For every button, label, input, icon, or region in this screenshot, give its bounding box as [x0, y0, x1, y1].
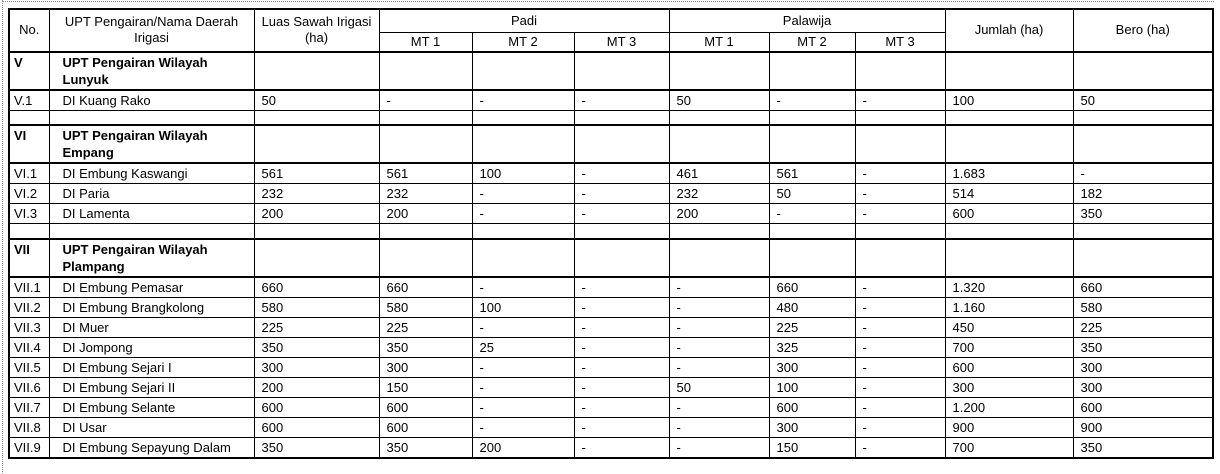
cell-irrigation-name: DI Embung Sejari II — [49, 377, 254, 397]
cell-jumlah: 450 — [945, 317, 1073, 337]
cell-no: V — [9, 52, 49, 90]
cell-padi-mt1 — [379, 110, 472, 125]
cell-no: VII — [9, 239, 49, 277]
cell-padi-mt3 — [574, 52, 669, 90]
cell-no: VII.6 — [9, 377, 49, 397]
cell-palawija-mt3 — [855, 239, 945, 277]
table-row — [9, 337, 1213, 357]
cell-irrigation-name: DI Embung Selante — [49, 397, 254, 417]
cell-luas-sawah — [254, 125, 379, 163]
cell-palawija-mt2 — [769, 224, 855, 239]
cell-palawija-mt3: - — [855, 317, 945, 337]
cell-bero: 600 — [1073, 397, 1213, 417]
cell-luas-sawah — [254, 224, 379, 239]
cell-padi-mt3 — [574, 110, 669, 125]
cell-palawija-mt1: - — [669, 297, 769, 317]
cell-jumlah: 514 — [945, 184, 1073, 204]
cell-palawija-mt2 — [769, 125, 855, 163]
cell-palawija-mt3: - — [855, 377, 945, 397]
cell-padi-mt1: 561 — [379, 163, 472, 184]
cell-palawija-mt1 — [669, 52, 769, 90]
cell-no: VII.2 — [9, 297, 49, 317]
cell-palawija-mt1: 461 — [669, 163, 769, 184]
cell-irrigation-name: DI Lamenta — [49, 204, 254, 224]
cell-no: VII.4 — [9, 337, 49, 357]
cell-palawija-mt2: 325 — [769, 337, 855, 357]
cell-bero: 50 — [1073, 90, 1213, 111]
cell-padi-mt2: - — [472, 317, 574, 337]
cell-padi-mt2: - — [472, 357, 574, 377]
cell-palawija-mt3 — [855, 110, 945, 125]
cell-no: VII.5 — [9, 357, 49, 377]
cell-padi-mt1: - — [379, 90, 472, 111]
cell-palawija-mt1 — [669, 224, 769, 239]
cell-jumlah: 300 — [945, 377, 1073, 397]
cell-bero — [1073, 224, 1213, 239]
cell-palawija-mt1: - — [669, 417, 769, 437]
cell-padi-mt2: - — [472, 184, 574, 204]
cell-padi-mt3: - — [574, 337, 669, 357]
cell-padi-mt1: 150 — [379, 377, 472, 397]
cell-palawija-mt1: - — [669, 337, 769, 357]
cell-jumlah: 1.160 — [945, 297, 1073, 317]
cell-luas-sawah: 200 — [254, 204, 379, 224]
cell-no: VII.8 — [9, 417, 49, 437]
cell-padi-mt2: 100 — [472, 297, 574, 317]
cell-palawija-mt1: - — [669, 317, 769, 337]
cell-irrigation-name: DI Usar — [49, 417, 254, 437]
cell-padi-mt2 — [472, 224, 574, 239]
irrigation-area-table — [8, 8, 1214, 459]
cell-padi-mt3: - — [574, 184, 669, 204]
cell-padi-mt3: - — [574, 90, 669, 111]
col-header-palawija-group: Palawija — [669, 9, 945, 32]
separator-row — [9, 110, 1213, 125]
cell-padi-mt2: - — [472, 417, 574, 437]
cell-irrigation-name: DI Embung Pemasar — [49, 277, 254, 298]
cell-no — [9, 224, 49, 239]
cell-luas-sawah — [254, 52, 379, 90]
cell-bero: 350 — [1073, 337, 1213, 357]
cell-padi-mt3: - — [574, 297, 669, 317]
cell-palawija-mt2: - — [769, 204, 855, 224]
cell-padi-mt1 — [379, 239, 472, 277]
cell-palawija-mt2: - — [769, 90, 855, 111]
cell-luas-sawah: 50 — [254, 90, 379, 111]
cell-palawija-mt3: - — [855, 437, 945, 458]
cell-padi-mt2: - — [472, 377, 574, 397]
cell-padi-mt1: 225 — [379, 317, 472, 337]
table-row — [9, 437, 1213, 458]
cell-jumlah — [945, 239, 1073, 277]
cell-luas-sawah — [254, 239, 379, 277]
col-header-no: No. — [9, 9, 49, 52]
cell-palawija-mt3 — [855, 224, 945, 239]
col-header-bero: Bero (ha) — [1073, 9, 1213, 52]
cell-bero — [1073, 52, 1213, 90]
cell-palawija-mt3 — [855, 52, 945, 90]
cell-padi-mt2: 200 — [472, 437, 574, 458]
cell-jumlah — [945, 110, 1073, 125]
cell-irrigation-name: DI Embung Sejari I — [49, 357, 254, 377]
col-header-palawija-mt1: MT 1 — [669, 32, 769, 52]
cell-luas-sawah: 660 — [254, 277, 379, 298]
cell-padi-mt1: 350 — [379, 337, 472, 357]
cell-palawija-mt2 — [769, 239, 855, 277]
cell-irrigation-name — [49, 224, 254, 239]
cell-bero: 580 — [1073, 297, 1213, 317]
page-boundary-top — [2, 1, 1214, 2]
cell-jumlah: 1.320 — [945, 277, 1073, 298]
cell-bero: 900 — [1073, 417, 1213, 437]
cell-jumlah: 700 — [945, 437, 1073, 458]
cell-no: VII.9 — [9, 437, 49, 458]
cell-padi-mt3 — [574, 125, 669, 163]
cell-no: V.1 — [9, 90, 49, 111]
cell-irrigation-name: UPT Pengairan Wilayah Lunyuk — [49, 52, 254, 90]
cell-irrigation-name: DI Muer — [49, 317, 254, 337]
cell-palawija-mt1: 232 — [669, 184, 769, 204]
cell-palawija-mt1: - — [669, 277, 769, 298]
cell-irrigation-name — [49, 110, 254, 125]
cell-palawija-mt1: 50 — [669, 90, 769, 111]
cell-jumlah: 700 — [945, 337, 1073, 357]
cell-jumlah — [945, 125, 1073, 163]
cell-palawija-mt1: 50 — [669, 377, 769, 397]
cell-padi-mt1: 300 — [379, 357, 472, 377]
cell-irrigation-name: DI Paria — [49, 184, 254, 204]
table-row — [9, 357, 1213, 377]
cell-jumlah: 1.200 — [945, 397, 1073, 417]
col-header-upt-daerah-irigasi: UPT Pengairan/Nama Daerah Irigasi — [49, 9, 254, 52]
table-row — [9, 163, 1213, 184]
cell-irrigation-name: DI Jompong — [49, 337, 254, 357]
cell-palawija-mt3: - — [855, 277, 945, 298]
cell-palawija-mt2: 300 — [769, 417, 855, 437]
cell-irrigation-name: UPT Pengairan Wilayah Empang — [49, 125, 254, 163]
cell-palawija-mt3: - — [855, 337, 945, 357]
table-header — [9, 9, 1213, 52]
cell-padi-mt1: 600 — [379, 397, 472, 417]
cell-palawija-mt2: 100 — [769, 377, 855, 397]
cell-jumlah — [945, 224, 1073, 239]
cell-irrigation-name: DI Kuang Rako — [49, 90, 254, 111]
cell-bero: 350 — [1073, 204, 1213, 224]
cell-palawija-mt2: 561 — [769, 163, 855, 184]
cell-palawija-mt2: 150 — [769, 437, 855, 458]
cell-no — [9, 110, 49, 125]
page-boundary-left — [2, 0, 3, 474]
cell-no: VII.7 — [9, 397, 49, 417]
cell-irrigation-name: DI Embung Brangkolong — [49, 297, 254, 317]
cell-padi-mt2: - — [472, 90, 574, 111]
cell-palawija-mt3: - — [855, 90, 945, 111]
cell-no: VI.1 — [9, 163, 49, 184]
cell-padi-mt2 — [472, 110, 574, 125]
cell-bero — [1073, 125, 1213, 163]
table-row — [9, 397, 1213, 417]
table-row — [9, 277, 1213, 298]
cell-padi-mt2: 100 — [472, 163, 574, 184]
cell-padi-mt2 — [472, 125, 574, 163]
cell-padi-mt1: 200 — [379, 204, 472, 224]
col-header-padi-mt1: MT 1 — [379, 32, 472, 52]
cell-luas-sawah — [254, 110, 379, 125]
cell-padi-mt1: 580 — [379, 297, 472, 317]
cell-palawija-mt3: - — [855, 397, 945, 417]
cell-luas-sawah: 350 — [254, 437, 379, 458]
cell-irrigation-name: DI Embung Sepayung Dalam — [49, 437, 254, 458]
col-header-luas-sawah: Luas Sawah Irigasi (ha) — [254, 9, 379, 52]
cell-padi-mt2 — [472, 52, 574, 90]
cell-padi-mt2: - — [472, 397, 574, 417]
cell-palawija-mt2: 480 — [769, 297, 855, 317]
col-header-palawija-mt3: MT 3 — [855, 32, 945, 52]
table-row — [9, 184, 1213, 204]
cell-jumlah: 900 — [945, 417, 1073, 437]
cell-luas-sawah: 225 — [254, 317, 379, 337]
cell-padi-mt1: 660 — [379, 277, 472, 298]
cell-palawija-mt2 — [769, 110, 855, 125]
cell-palawija-mt1: - — [669, 437, 769, 458]
cell-palawija-mt3: - — [855, 204, 945, 224]
cell-bero: 300 — [1073, 377, 1213, 397]
cell-luas-sawah: 300 — [254, 357, 379, 377]
cell-bero: 182 — [1073, 184, 1213, 204]
cell-bero: - — [1073, 163, 1213, 184]
cell-palawija-mt2: 300 — [769, 357, 855, 377]
section-header-row — [9, 239, 1213, 277]
cell-no: VI.3 — [9, 204, 49, 224]
table-row — [9, 297, 1213, 317]
cell-palawija-mt2: 660 — [769, 277, 855, 298]
cell-bero: 350 — [1073, 437, 1213, 458]
cell-padi-mt3: - — [574, 317, 669, 337]
cell-padi-mt2 — [472, 239, 574, 277]
table-row — [9, 90, 1213, 111]
cell-palawija-mt3: - — [855, 297, 945, 317]
col-header-jumlah: Jumlah (ha) — [945, 9, 1073, 52]
cell-palawija-mt2 — [769, 52, 855, 90]
col-header-padi-mt2: MT 2 — [472, 32, 574, 52]
cell-padi-mt2: - — [472, 277, 574, 298]
cell-bero: 660 — [1073, 277, 1213, 298]
cell-padi-mt3: - — [574, 204, 669, 224]
cell-palawija-mt1 — [669, 125, 769, 163]
cell-luas-sawah: 232 — [254, 184, 379, 204]
cell-bero: 300 — [1073, 357, 1213, 377]
cell-padi-mt1: 232 — [379, 184, 472, 204]
cell-padi-mt1 — [379, 224, 472, 239]
cell-jumlah: 600 — [945, 204, 1073, 224]
cell-padi-mt3: - — [574, 397, 669, 417]
cell-padi-mt2: 25 — [472, 337, 574, 357]
col-header-palawija-mt2: MT 2 — [769, 32, 855, 52]
section-header-row — [9, 52, 1213, 90]
table-row — [9, 204, 1213, 224]
cell-no: VI.2 — [9, 184, 49, 204]
separator-row — [9, 224, 1213, 239]
header-row-top — [9, 9, 1213, 32]
cell-bero — [1073, 239, 1213, 277]
cell-jumlah: 100 — [945, 90, 1073, 111]
table-row — [9, 417, 1213, 437]
cell-palawija-mt1 — [669, 239, 769, 277]
section-header-row — [9, 125, 1213, 163]
cell-no: VII.1 — [9, 277, 49, 298]
cell-bero — [1073, 110, 1213, 125]
cell-no: VI — [9, 125, 49, 163]
cell-irrigation-name: UPT Pengairan Wilayah Plampang — [49, 239, 254, 277]
table-row — [9, 377, 1213, 397]
cell-padi-mt3 — [574, 239, 669, 277]
cell-padi-mt1 — [379, 52, 472, 90]
cell-no: VII.3 — [9, 317, 49, 337]
cell-jumlah — [945, 52, 1073, 90]
cell-padi-mt3: - — [574, 377, 669, 397]
cell-palawija-mt3: - — [855, 163, 945, 184]
cell-padi-mt3: - — [574, 357, 669, 377]
cell-bero: 225 — [1073, 317, 1213, 337]
cell-padi-mt3: - — [574, 277, 669, 298]
cell-palawija-mt3: - — [855, 184, 945, 204]
cell-luas-sawah: 561 — [254, 163, 379, 184]
cell-luas-sawah: 600 — [254, 417, 379, 437]
cell-padi-mt3: - — [574, 417, 669, 437]
cell-palawija-mt1 — [669, 110, 769, 125]
cell-luas-sawah: 350 — [254, 337, 379, 357]
cell-palawija-mt1: 200 — [669, 204, 769, 224]
cell-palawija-mt2: 50 — [769, 184, 855, 204]
cell-luas-sawah: 600 — [254, 397, 379, 417]
cell-luas-sawah: 580 — [254, 297, 379, 317]
cell-padi-mt3: - — [574, 163, 669, 184]
cell-padi-mt3: - — [574, 437, 669, 458]
col-header-padi-mt3: MT 3 — [574, 32, 669, 52]
cell-palawija-mt3: - — [855, 417, 945, 437]
cell-padi-mt1 — [379, 125, 472, 163]
cell-padi-mt3 — [574, 224, 669, 239]
cell-palawija-mt2: 600 — [769, 397, 855, 417]
col-header-padi-group: Padi — [379, 9, 669, 32]
cell-padi-mt2: - — [472, 204, 574, 224]
cell-irrigation-name: DI Embung Kaswangi — [49, 163, 254, 184]
cell-palawija-mt3: - — [855, 357, 945, 377]
table-body — [9, 52, 1213, 458]
table-row — [9, 317, 1213, 337]
cell-palawija-mt1: - — [669, 357, 769, 377]
cell-palawija-mt3 — [855, 125, 945, 163]
cell-jumlah: 600 — [945, 357, 1073, 377]
cell-palawija-mt2: 225 — [769, 317, 855, 337]
cell-palawija-mt1: - — [669, 397, 769, 417]
cell-luas-sawah: 200 — [254, 377, 379, 397]
cell-padi-mt1: 350 — [379, 437, 472, 458]
cell-padi-mt1: 600 — [379, 417, 472, 437]
cell-jumlah: 1.683 — [945, 163, 1073, 184]
